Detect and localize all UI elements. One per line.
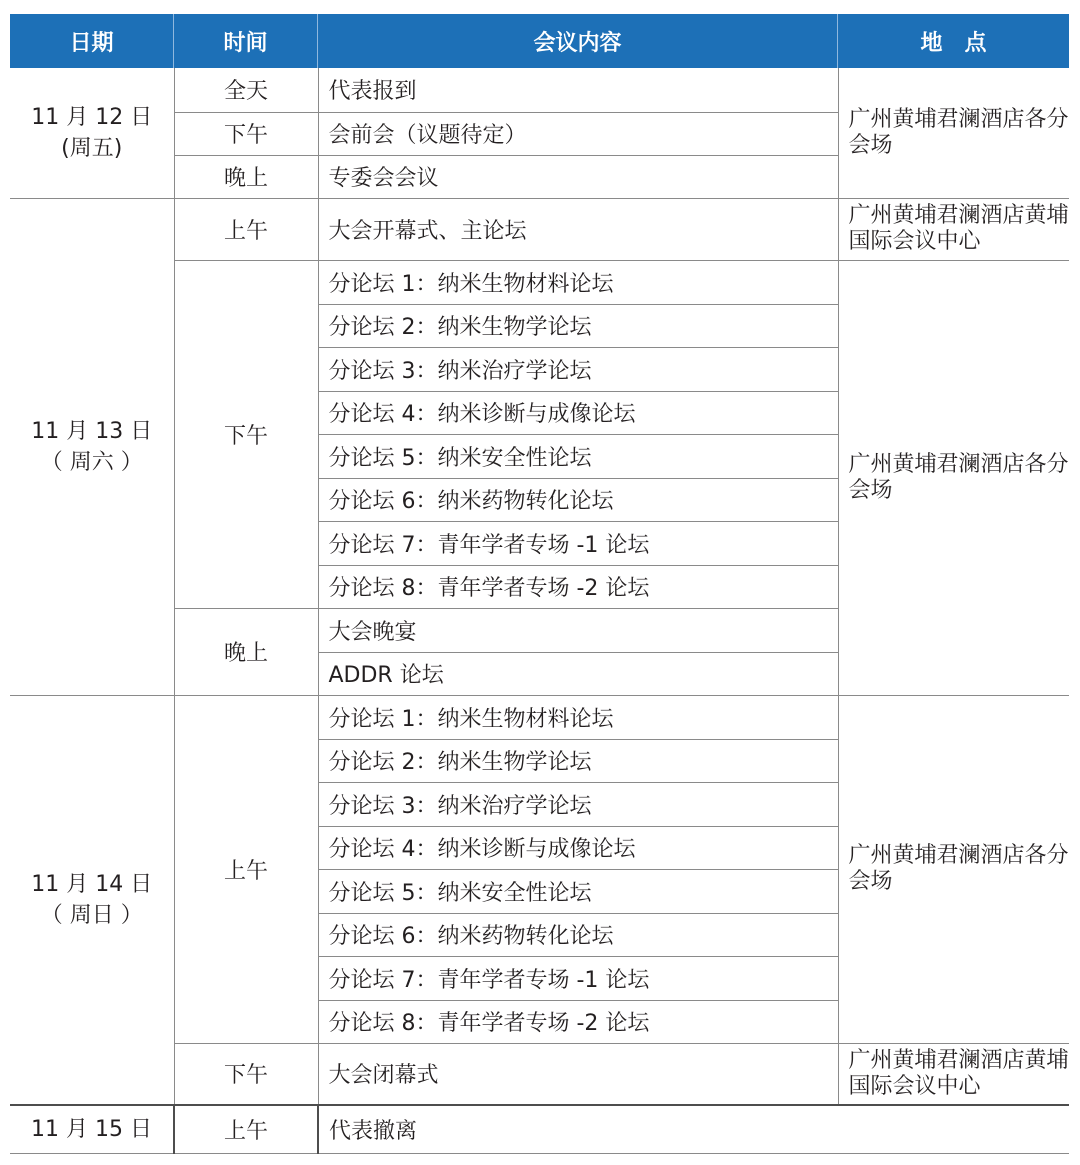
table-row (10, 198, 1069, 260)
content-cell: 分论坛 1：纳米生物材料论坛 (318, 695, 838, 739)
location-cell: 广州黄埔君澜酒店黄埔国际会议中心 (838, 198, 1069, 260)
date-cell: 11 月 13 日 （ 周六 ） (10, 198, 174, 695)
content-cell: 会前会（议题待定） (318, 112, 838, 155)
content-cell: 专委会会议 (318, 155, 838, 198)
content-cell: 分论坛 8：青年学者专场 -2 论坛 (318, 565, 838, 608)
content-cell: 分论坛 4：纳米诊断与成像论坛 (318, 391, 838, 434)
location-cell: 广州黄埔君澜酒店黄埔国际会议中心 (838, 1043, 1069, 1105)
time-cell: 下午 (174, 112, 318, 155)
content-cell: 分论坛 5：纳米安全性论坛 (318, 434, 838, 478)
header-content: 会议内容 (318, 14, 838, 68)
content-cell: 分论坛 3：纳米治疗学论坛 (318, 347, 838, 391)
location-cell: 广州黄埔君澜酒店各分会场 (838, 68, 1069, 198)
time-cell: 上午 (174, 198, 318, 260)
time-cell: 上午 (174, 1105, 318, 1153)
date-cell: 11 月 14 日 （ 周日 ） (10, 695, 174, 1105)
header-date: 日期 (10, 14, 174, 68)
content-cell: 大会闭幕式 (318, 1043, 838, 1105)
time-cell: 上午 (174, 695, 318, 1043)
content-cell: ADDR 论坛 (318, 652, 838, 695)
content-cell: 大会晚宴 (318, 608, 838, 652)
table-row (10, 1105, 1069, 1153)
time-cell: 全天 (174, 68, 318, 112)
content-cell: 分论坛 3：纳米治疗学论坛 (318, 782, 838, 826)
content-cell: 分论坛 7：青年学者专场 -1 论坛 (318, 956, 838, 1000)
table-row (10, 695, 1069, 739)
date-cell: 11 月 12 日 (周五) (10, 68, 174, 198)
content-cell: 代表报到 (318, 68, 838, 112)
content-cell: 分论坛 6：纳米药物转化论坛 (318, 913, 838, 956)
location-cell: 广州黄埔君澜酒店各分会场 (838, 260, 1069, 695)
content-cell: 分论坛 7：青年学者专场 -1 论坛 (318, 521, 838, 565)
content-cell: 分论坛 2：纳米生物学论坛 (318, 739, 838, 782)
content-cell: 代表撤离 (318, 1105, 1069, 1153)
time-cell: 下午 (174, 1043, 318, 1105)
content-cell: 分论坛 8：青年学者专场 -2 论坛 (318, 1000, 838, 1043)
time-cell: 晚上 (174, 155, 318, 198)
content-cell: 大会开幕式、主论坛 (318, 198, 838, 260)
time-cell: 晚上 (174, 608, 318, 695)
schedule-table (10, 68, 1069, 1154)
location-cell: 广州黄埔君澜酒店各分会场 (838, 695, 1069, 1043)
table-row (10, 68, 1069, 112)
content-cell: 分论坛 5：纳米安全性论坛 (318, 869, 838, 913)
time-cell: 下午 (174, 260, 318, 608)
content-cell: 分论坛 6：纳米药物转化论坛 (318, 478, 838, 521)
content-cell: 分论坛 2：纳米生物学论坛 (318, 304, 838, 347)
header-location: 地 点 (838, 14, 1069, 68)
content-cell: 分论坛 4：纳米诊断与成像论坛 (318, 826, 838, 869)
date-cell: 11 月 15 日 (10, 1105, 174, 1153)
header-time: 时间 (174, 14, 318, 68)
content-cell: 分论坛 1：纳米生物材料论坛 (318, 260, 838, 304)
